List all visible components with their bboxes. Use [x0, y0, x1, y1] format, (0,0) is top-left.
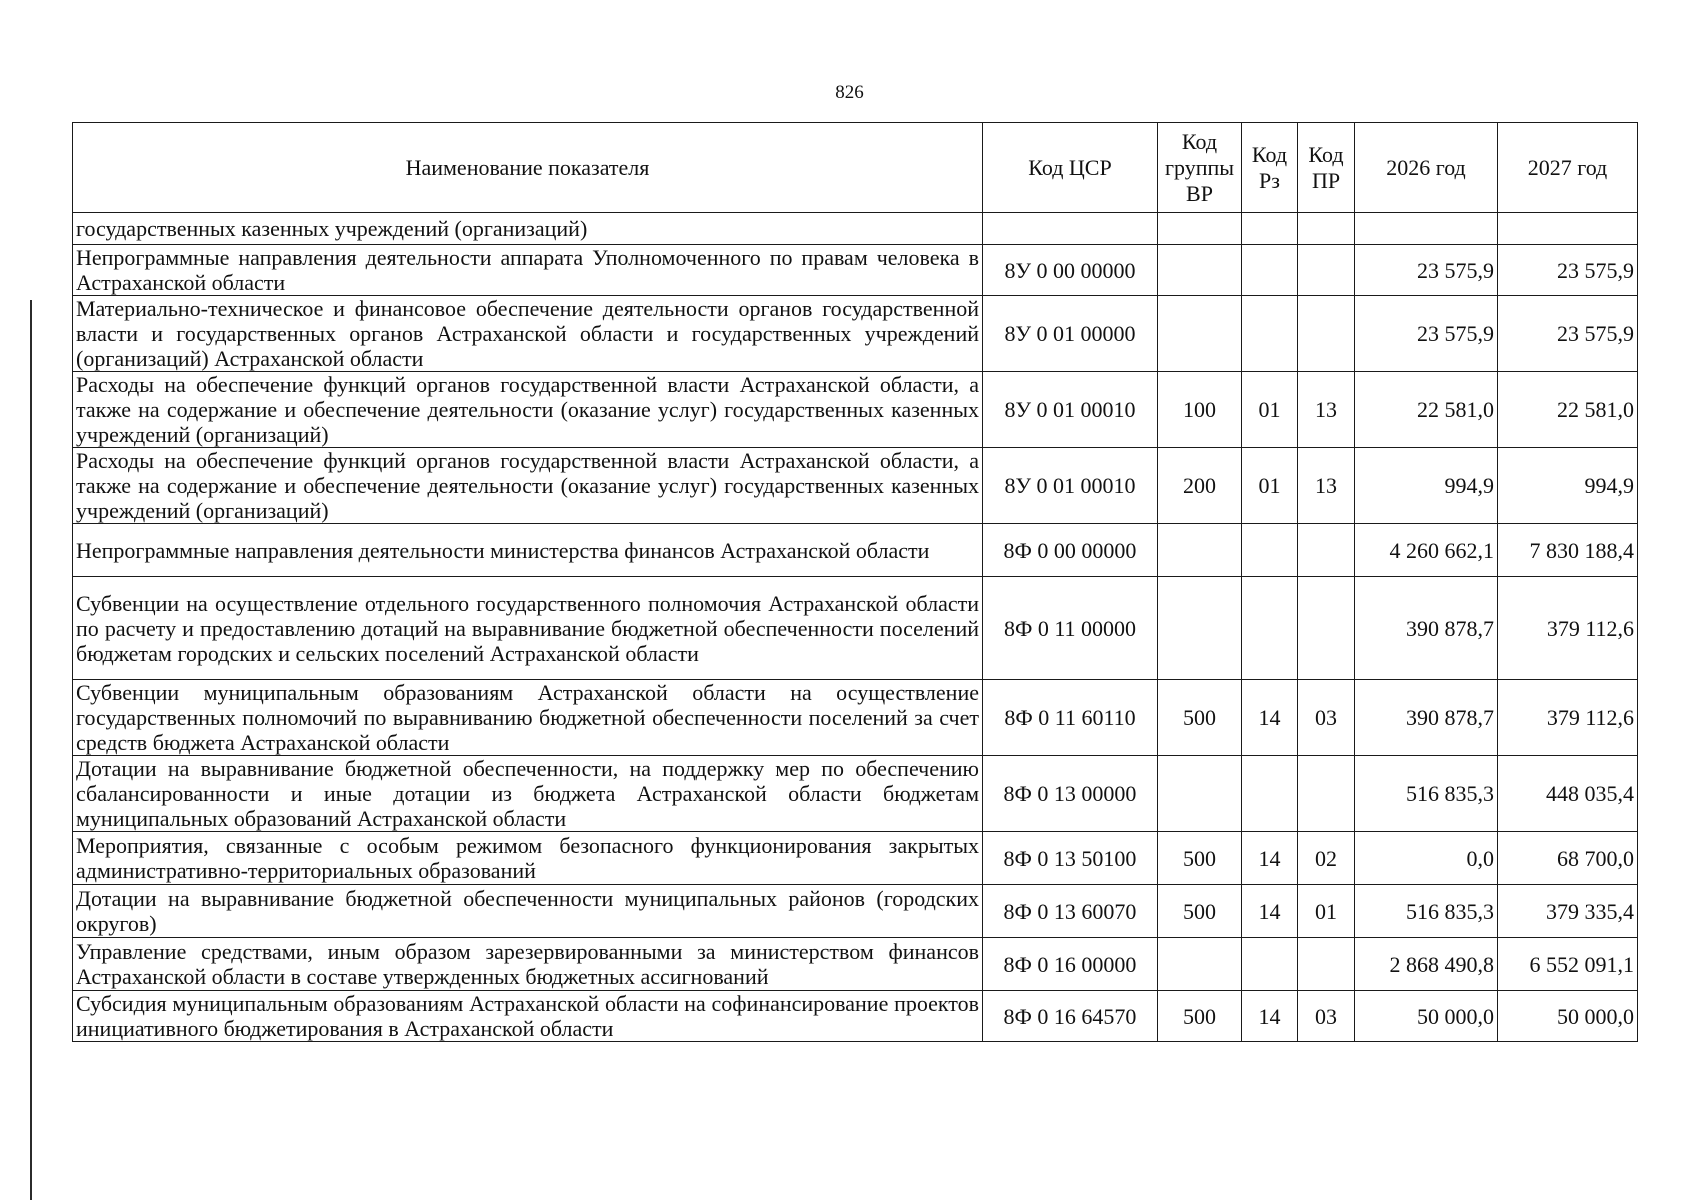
row-amount-2026: 23 575,9	[1355, 245, 1498, 296]
row-amount-2027	[1498, 213, 1638, 245]
row-rz-code: 14	[1242, 680, 1298, 756]
row-rz-code	[1242, 245, 1298, 296]
row-rz-code	[1242, 524, 1298, 577]
row-amount-2027: 22 581,0	[1498, 372, 1638, 448]
row-amount-2027: 7 830 188,4	[1498, 524, 1638, 577]
table-row	[73, 991, 1638, 1042]
row-pr-code: 03	[1298, 991, 1355, 1042]
header-pr: Код ПР	[1298, 123, 1355, 213]
table-row	[73, 213, 1638, 245]
header-ccsr: Код ЦСР	[983, 123, 1158, 213]
row-vr-code	[1158, 938, 1242, 991]
table-row	[73, 577, 1638, 680]
row-amount-2026: 0,0	[1355, 832, 1498, 885]
row-ccsr-code: 8У 0 01 00010	[983, 448, 1158, 524]
row-ccsr-code: 8У 0 01 00000	[983, 296, 1158, 372]
row-rz-code: 14	[1242, 885, 1298, 938]
row-rz-code	[1242, 756, 1298, 832]
row-rz-code: 14	[1242, 991, 1298, 1042]
table-row	[73, 524, 1638, 577]
row-pr-code	[1298, 756, 1355, 832]
row-amount-2027: 994,9	[1498, 448, 1638, 524]
row-name: Дотации на выравнивание бюджетной обеспеченности муниципальных районов (городских округов)	[73, 885, 983, 938]
row-amount-2027: 6 552 091,1	[1498, 938, 1638, 991]
row-ccsr-code	[983, 213, 1158, 245]
row-amount-2026: 50 000,0	[1355, 991, 1498, 1042]
row-name: Материально-техническое и финансовое обеспечение деятельности органов государственной власти и государственных органов Астраханской области и государственных учреждений (организаций) Астраханской области	[73, 296, 983, 372]
row-ccsr-code: 8Ф 0 11 60110	[983, 680, 1158, 756]
row-amount-2027: 68 700,0	[1498, 832, 1638, 885]
row-pr-code: 01	[1298, 885, 1355, 938]
row-rz-code	[1242, 577, 1298, 680]
row-amount-2026: 516 835,3	[1355, 885, 1498, 938]
row-pr-code	[1298, 524, 1355, 577]
page-number: 826	[835, 82, 864, 103]
row-rz-code: 01	[1242, 372, 1298, 448]
row-pr-code: 13	[1298, 372, 1355, 448]
row-amount-2026: 23 575,9	[1355, 296, 1498, 372]
table-row	[73, 885, 1638, 938]
row-rz-code: 01	[1242, 448, 1298, 524]
row-vr-code	[1158, 756, 1242, 832]
row-amount-2026: 390 878,7	[1355, 680, 1498, 756]
table-row	[73, 245, 1638, 296]
row-ccsr-code: 8Ф 0 00 00000	[983, 524, 1158, 577]
row-name: Непрограммные направления деятельности министерства финансов Астраханской области	[73, 524, 983, 577]
row-amount-2027: 23 575,9	[1498, 245, 1638, 296]
row-rz-code	[1242, 296, 1298, 372]
row-vr-code	[1158, 213, 1242, 245]
row-ccsr-code: 8Ф 0 16 00000	[983, 938, 1158, 991]
row-amount-2026: 4 260 662,1	[1355, 524, 1498, 577]
table-row	[73, 756, 1638, 832]
header-2026: 2026 год	[1355, 123, 1498, 213]
scan-edge-line	[30, 300, 32, 1200]
row-name: Дотации на выравнивание бюджетной обеспеченности, на поддержку мер по обеспечению сбалансированности и иные дотации из бюджета Астраханской области бюджетам муниципальных образований Астраханской области	[73, 756, 983, 832]
row-amount-2026: 390 878,7	[1355, 577, 1498, 680]
header-name: Наименование показателя	[73, 123, 983, 213]
row-pr-code	[1298, 296, 1355, 372]
row-rz-code: 14	[1242, 832, 1298, 885]
row-name: Расходы на обеспечение функций органов государственной власти Астраханской области, а также на содержание и обеспечение деятельности (оказание услуг) государственных казенных учреждений (организаций)	[73, 448, 983, 524]
row-pr-code: 13	[1298, 448, 1355, 524]
table-row	[73, 448, 1638, 524]
row-ccsr-code: 8У 0 00 00000	[983, 245, 1158, 296]
row-name: Управление средствами, иным образом зарезервированными за министерством финансов Астраханской области в составе утвержденных бюджетных ассигнований	[73, 938, 983, 991]
row-ccsr-code: 8Ф 0 13 60070	[983, 885, 1158, 938]
table-row	[73, 832, 1638, 885]
row-pr-code	[1298, 245, 1355, 296]
header-2027: 2027 год	[1498, 123, 1638, 213]
row-amount-2027: 379 112,6	[1498, 680, 1638, 756]
row-name: Субвенции муниципальным образованиям Астраханской области на осуществление государственных полномочий по выравниванию бюджетной обеспеченности поселений за счет средств бюджета Астраханской области	[73, 680, 983, 756]
row-vr-code: 500	[1158, 832, 1242, 885]
table-header-row	[73, 123, 1638, 213]
row-amount-2026: 2 868 490,8	[1355, 938, 1498, 991]
row-name: Мероприятия, связанные с особым режимом безопасного функционирования закрытых административно-территориальных образований	[73, 832, 983, 885]
row-ccsr-code: 8Ф 0 13 50100	[983, 832, 1158, 885]
row-vr-code	[1158, 577, 1242, 680]
row-vr-code: 500	[1158, 991, 1242, 1042]
row-name: Расходы на обеспечение функций органов государственной власти Астраханской области, а также на содержание и обеспечение деятельности (оказание услуг) государственных казенных учреждений (организаций)	[73, 372, 983, 448]
row-amount-2027: 23 575,9	[1498, 296, 1638, 372]
budget-table	[72, 122, 1638, 1042]
row-amount-2026: 994,9	[1355, 448, 1498, 524]
row-ccsr-code: 8Ф 0 13 00000	[983, 756, 1158, 832]
row-amount-2026: 516 835,3	[1355, 756, 1498, 832]
row-vr-code	[1158, 296, 1242, 372]
row-vr-code: 500	[1158, 680, 1242, 756]
row-name: Непрограммные направления деятельности аппарата Уполномоченного по правам человека в Астраханской области	[73, 245, 983, 296]
header-vr: Код группы ВР	[1158, 123, 1242, 213]
row-vr-code	[1158, 524, 1242, 577]
row-name: государственных казенных учреждений (организаций)	[73, 213, 983, 245]
row-vr-code: 100	[1158, 372, 1242, 448]
row-name: Субсидия муниципальным образованиям Астраханской области на софинансирование проектов инициативного бюджетирования в Астраханской области	[73, 991, 983, 1042]
row-amount-2026: 22 581,0	[1355, 372, 1498, 448]
row-name: Субвенции на осуществление отдельного государственного полномочия Астраханской области по расчету и предоставлению дотаций на выравнивание бюджетной обеспеченности поселений бюджетам городских и сельских поселений Астраханской области	[73, 577, 983, 680]
row-amount-2027: 50 000,0	[1498, 991, 1638, 1042]
row-pr-code	[1298, 213, 1355, 245]
row-amount-2026	[1355, 213, 1498, 245]
row-amount-2027: 379 335,4	[1498, 885, 1638, 938]
row-ccsr-code: 8Ф 0 11 00000	[983, 577, 1158, 680]
row-pr-code: 02	[1298, 832, 1355, 885]
table-row	[73, 938, 1638, 991]
table-row	[73, 296, 1638, 372]
row-pr-code: 03	[1298, 680, 1355, 756]
row-vr-code: 500	[1158, 885, 1242, 938]
row-amount-2027: 379 112,6	[1498, 577, 1638, 680]
row-pr-code	[1298, 938, 1355, 991]
table-row	[73, 372, 1638, 448]
row-amount-2027: 448 035,4	[1498, 756, 1638, 832]
row-vr-code	[1158, 245, 1242, 296]
row-vr-code: 200	[1158, 448, 1242, 524]
row-ccsr-code: 8У 0 01 00010	[983, 372, 1158, 448]
row-rz-code	[1242, 213, 1298, 245]
table-row	[73, 680, 1638, 756]
row-ccsr-code: 8Ф 0 16 64570	[983, 991, 1158, 1042]
row-rz-code	[1242, 938, 1298, 991]
header-rz: Код Рз	[1242, 123, 1298, 213]
row-pr-code	[1298, 577, 1355, 680]
